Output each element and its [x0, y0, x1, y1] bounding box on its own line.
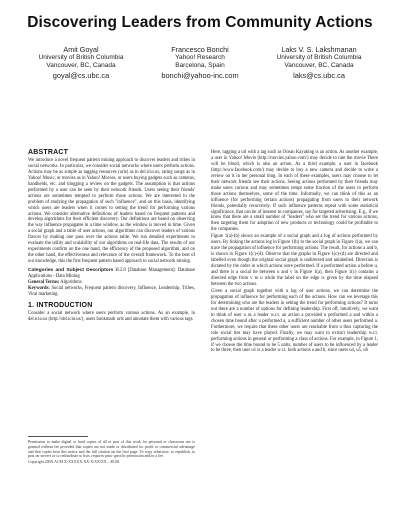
intro-heading: 1. INTRODUCTION	[28, 301, 93, 309]
abstract-text: We introduce a novel frequent pattern mining approach to discover leaders and tribes in social networks. In particular, we consider social networks where users perform actions. Actions may be as simple as tagging resources (urls) as in del.icio.us, rating songs as in Yahoo! Music, or movies as in Yahoo! Movies, or users buying gadgets such as cameras, handhelds, etc. and blogging a review on the gadgets. The assumption is that actions performed by a user can be seen by their network friends. Users seeing their friends' actions are sometimes tempted to perform those actions. We are interested in the problem of studying the propagation of such "influence", and on this basis, identifying which users are leaders when it comes to setting the trend for performing various actions. We consider alternative definitions of leaders based on frequent patterns and develop algorithms for their efficient discovery. Our definitions are based on observing the way influence propagates in a time window, as the window is moved in time. Given a social graph and a table of user actions, our algorithms can discover leaders of various flavors by making one pass over the actions table. We run detailed experiments to evaluate the utility and scalability of our algorithms on real-life data. The results of our experiments confirm on the one hand, the efficiency of the proposed algorithm, and on the other hand, the effectiveness and relevance of the overall framework. To the best of our knowledge, this the first frequent pattern based approach to social network mining.	[28, 157, 195, 265]
author-name: Amit Goyal	[63, 45, 99, 54]
right-paragraph-3: Given a social graph together with a log of user actions, we can determine the propagation of influence for performing each of the actions. How can we leverage this for determining who are the leaders in setting the trend for performing actions? It turns out there are a number of options for defining leadership. First off, intuitively, we want to think of user u as a leader w.r.t. an action a provided u performed a and within a chosen time bound after u performed a, a sufficient number of other users performed a. Furthermore, we require that these other users are reachable from u thus capturing the role social ties may have played. Finally, we may want to extract leadership w.r.t. performing actions in general or performing a class of actions. For example, in Figure 1, if we choose the time bound to be 5 units, number of users to be influenced by a leader to be three, then user u1 is a leader w.r.t. both actions a and b, since users u4, u5, u6	[211, 288, 378, 354]
footnote-rule	[28, 436, 88, 437]
intro-text: Consider a social network where users perform various actions. As an example, in del.icio.us (http://del.icio.us/), users bookmark urls and annotate them with various tags.	[28, 310, 195, 322]
author-location: Barcelona, Spain	[175, 62, 225, 70]
author-name: Laks V. S. Lakshmanan	[281, 45, 357, 54]
categories-label: Categories and Subject Descriptors	[28, 268, 114, 274]
right-column	[211, 150, 378, 355]
author-name: Francesco Bonchi	[171, 45, 229, 54]
author-2	[141, 46, 259, 80]
author-affiliation: Yahoo! Research	[175, 54, 225, 62]
left-column	[28, 150, 195, 324]
categories-text: H.2.8 [Database Management]: Database Applications - Data Mining	[28, 268, 195, 280]
footnote-text: Permission to make digital or hard copies of all or part of this work for personal or classroom use is granted without fee provided that copies are not made or distributed for profit or commercial advantage and that copies bear this notice and the full citation on the first page. To copy otherwise, to republish, to post on servers or to redistribute to lists, requires prior specific permission and/or a fee.	[28, 440, 195, 459]
author-affiliation: University of British Columbia	[276, 54, 362, 62]
author-location: Vancouver, BC, Canada	[46, 62, 116, 70]
right-paragraph-1: Here, tagging a url with a tag such as Ocean Kayaking is an action. As another example, a user in Yahoo! Movie (http://movies.yahoo.com/) may decide to rate the movie There will be blood, which is also an action. As a third example, a user in facebook (http://www.facebook.com/) may decide to buy a new camera and decide to write a review on it in her personal blog. In each of these examples, users may choose to let their network friends see their actions. Seeing actions performed by their friends may make users curious and may sometimes tempt some fraction of the users to perform those actions themselves, some of the time. Informally, we can think of this as an influence (for performing certain actions) propagating from users to their network friends, potentially recursively. If such influence patterns repeat with some statistical significance, that can be of interest to companies, say for targeted advertising. E.g., if we know that there are a small number of "leaders" who set the trend for various actions, then targeting them for adoption of new products or technology could be profitable to the companies.	[211, 150, 378, 233]
terms-text: Algorithms	[60, 280, 82, 286]
keywords-text: Social networks, Frequent pattern discovery, Influence, Leadership, Tribes, Viral marketing.	[28, 285, 196, 297]
author-email[interactable]: laks@cs.ubc.ca	[293, 70, 345, 80]
paper-title: Discovering Leaders from Community Actions	[27, 14, 373, 31]
categories-line	[28, 268, 195, 280]
right-paragraph-2: Figure 1(a)-(b) shows an example of a social graph and a log of actions performed by users. By linking the actions log in Figure 1(b) to the social graph in Figure 1(a), we can trace the propagation of influence for performing actions. The result, for actions a and b, is shown in Figure 1(c)-(d). Observe that the graphs in Figure 1(c)-(d) are directed and labelled even though the original social graph is undirected and unlabelled. Direction is dictated by the order in which actions were performed. If a performed action a before u, and there is a social tie between u and v in Figure 1(a), then Figure 1(c) contains a directed edge from v to u while the label on the edge is given by the time elapsed between the two actions.	[211, 234, 378, 287]
keywords-label: Keywords:	[28, 285, 50, 291]
author-block	[22, 46, 378, 80]
author-email[interactable]: bonchi@yahoo-inc.com	[161, 70, 239, 80]
permission-footnote	[28, 440, 195, 465]
abstract-heading: ABSTRACT	[28, 149, 69, 156]
author-email[interactable]: goyal@cs.ubc.ca	[52, 70, 110, 80]
author-3	[260, 46, 378, 80]
keywords-line	[28, 286, 195, 298]
author-location: Vancouver, BC, Canada	[284, 62, 354, 70]
author-1	[22, 46, 140, 80]
copyright-line: Copyright 200X ACM X-XXXXX-XX-X/XX/XX ...$5.00.	[28, 460, 121, 465]
author-affiliation: University of British Columbia	[38, 54, 124, 62]
terms-label: General Terms:	[28, 280, 60, 286]
